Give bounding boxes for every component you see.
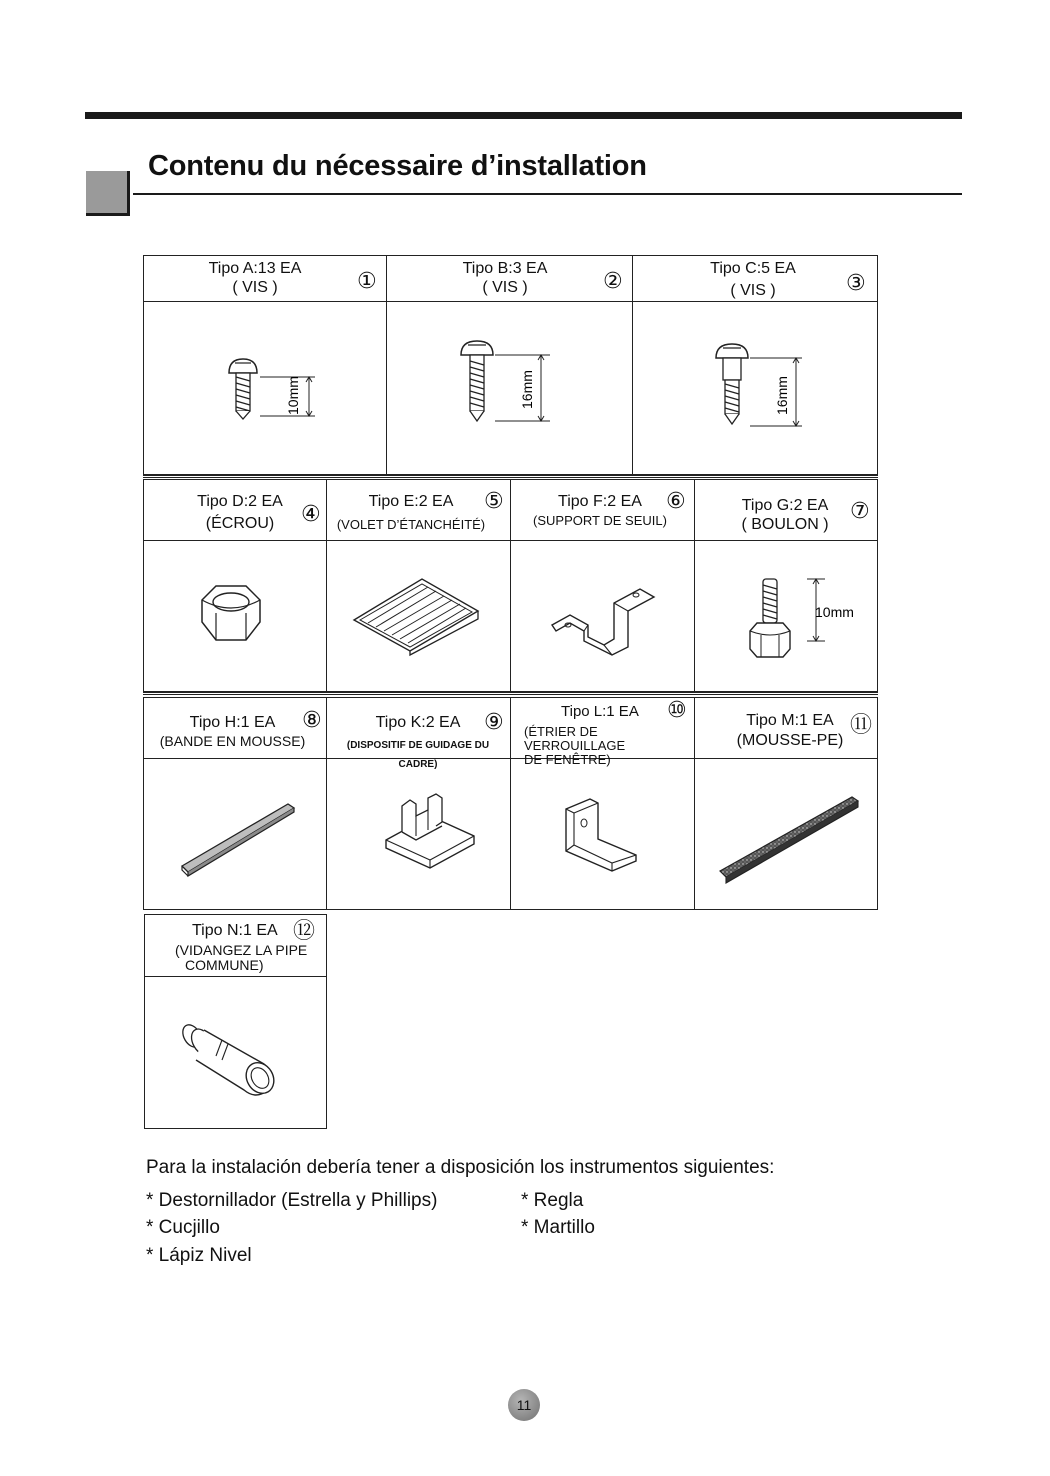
- screw-short-icon: [220, 355, 330, 425]
- divider: [143, 301, 878, 302]
- tool-item: * Martillo: [521, 1217, 595, 1238]
- tool-item: * Lápiz Nivel: [146, 1245, 252, 1266]
- part-l-header: Tipo L:1 EA (ÉTRIER DE VERROUILLAGE DE FENÊTRE): [524, 703, 639, 767]
- part-n-number: ⑫: [293, 918, 316, 943]
- part-l-number: ⑩: [667, 697, 687, 722]
- divider: [510, 697, 511, 909]
- part-d-header: Tipo D:2 EA (ÉCROU): [197, 493, 283, 532]
- part-d-number: ④: [301, 501, 321, 526]
- window-lock-bracket-icon: [560, 795, 640, 875]
- part-g-number: ⑦: [850, 498, 870, 523]
- part-e-header: Tipo E:2 EA (VOLET D’ÉTANCHÉITÉ): [336, 493, 486, 532]
- part-c-number: ③: [846, 270, 866, 295]
- drain-pipe-icon: [180, 1020, 290, 1100]
- divider: [386, 255, 387, 474]
- page-number: 11: [508, 1389, 540, 1421]
- part-k-header: Tipo K:2 EA (DISPOSITIF DE GUIDAGE DU CADRE): [346, 714, 490, 770]
- part-g-header: Tipo G:2 EA ( BOULON ): [741, 497, 829, 533]
- section-marker: [86, 171, 130, 216]
- divider: [143, 758, 878, 759]
- tool-item: * Destornillador (Estrella y Phillips): [146, 1190, 438, 1211]
- part-a-dimension: 10mm: [285, 376, 301, 415]
- sealing-flap-icon: [350, 575, 485, 655]
- divider: [326, 479, 327, 691]
- screw-shoulder-icon: [710, 340, 820, 435]
- divider: [632, 255, 633, 474]
- divider: [143, 691, 878, 695]
- part-c-dimension: 16mm: [774, 376, 790, 415]
- pe-foam-icon: [718, 795, 863, 885]
- bolt-icon: [745, 575, 860, 660]
- part-g-dimension: 10mm: [815, 604, 854, 620]
- divider: [144, 976, 327, 977]
- part-f-header: Tipo F:2 EA (SUPPORT DE SEUIL): [533, 493, 667, 528]
- divider: [510, 479, 511, 691]
- tools-intro: Para la instalación debería tener a disposición los instrumentos siguientes:: [146, 1157, 775, 1178]
- divider: [143, 540, 878, 541]
- part-a-header: Tipo A:13 EA ( VIS ): [208, 260, 302, 296]
- tool-item: * Cucjillo: [146, 1217, 220, 1238]
- top-rule: [85, 112, 962, 119]
- part-h-number: ⑧: [302, 707, 322, 732]
- part-m-header: Tipo M:1 EA (MOUSSE-PE): [736, 712, 844, 749]
- frame-guide-icon: [380, 792, 480, 872]
- part-b-number: ②: [603, 268, 623, 293]
- part-b-header: Tipo B:3 EA ( VIS ): [462, 260, 548, 296]
- divider: [694, 479, 695, 691]
- part-b-dimension: 16mm: [519, 370, 535, 409]
- divider: [326, 697, 327, 909]
- part-n-header: Tipo N:1 EA (VIDANGEZ LA PIPE COMMUNE): [175, 922, 308, 973]
- nut-icon: [198, 580, 264, 646]
- foam-strip-icon: [178, 800, 298, 880]
- part-m-number: ⑪: [850, 712, 873, 737]
- part-e-number: ⑤: [484, 488, 504, 513]
- part-a-number: ①: [357, 268, 377, 293]
- part-h-header: Tipo H:1 EA (BANDE EN MOUSSE): [159, 714, 306, 749]
- part-f-number: ⑥: [666, 488, 686, 513]
- part-c-header: Tipo C:5 EA ( VIS ): [710, 260, 796, 299]
- divider: [143, 474, 878, 478]
- part-k-number: ⑨: [484, 709, 504, 734]
- title-underline: [133, 193, 962, 195]
- page-title: Contenu du nécessaire d’installation: [148, 150, 647, 182]
- screw-long-icon: [455, 337, 565, 432]
- tool-item: * Regla: [521, 1190, 584, 1211]
- sill-support-icon: [548, 575, 658, 655]
- divider: [694, 697, 695, 909]
